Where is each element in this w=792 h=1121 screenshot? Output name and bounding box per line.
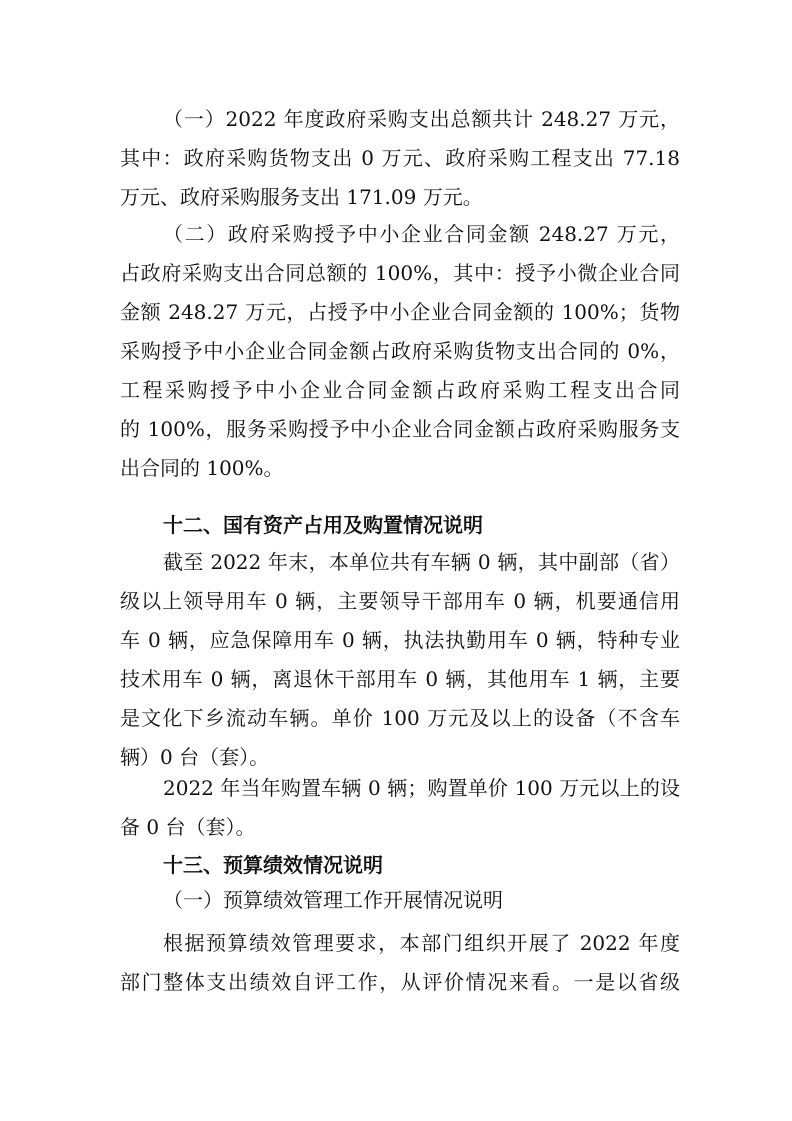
paragraph-line: 工程采购授予中小企业合同金额占政府采购工程支出合同 (120, 378, 680, 402)
paragraph-line: 级以上领导用车 0 辆，主要领导干部用车 0 辆，机要通信用 (120, 589, 680, 613)
paragraph-line: 辆）0 台（套）。 (120, 745, 270, 769)
paragraph-line: 车 0 辆，应急保障用车 0 辆，执法执勤用车 0 辆，特种专业 (120, 628, 680, 652)
paragraph-line: 截至 2022 年末，本单位共有车辆 0 辆，其中副部（省） (163, 550, 680, 574)
paragraph-line: （二）政府采购授予中小企业合同金额 248.27 万元， (163, 222, 680, 246)
paragraph-line: 占政府采购支出合同总额的 100%，其中：授予小微企业合同 (120, 261, 680, 285)
paragraph-line: 备 0 台（套）。 (120, 815, 256, 839)
paragraph-line: 采购授予中小企业合同金额占政府采购货物支出合同的 0%， (120, 339, 680, 363)
paragraph-line: 万元、政府采购服务支出 171.09 万元。 (120, 185, 483, 209)
paragraph-line: 出合同的 100%。 (120, 456, 284, 480)
section-heading: 十二、国有资产占用及购置情况说明 (163, 513, 483, 537)
paragraph-line: 是文化下乡流动车辆。单价 100 万元及以上的设备（不含车 (120, 706, 680, 730)
paragraph-line: 部门整体支出绩效自评工作，从评价情况来看。一是以省级 (120, 970, 680, 994)
paragraph-line: 根据预算绩效管理要求，本部门组织开展了 2022 年度 (163, 931, 680, 955)
paragraph-line: 2022 年当年购置车辆 0 辆；购置单价 100 万元以上的设 (163, 776, 680, 800)
paragraph-line: 的 100%，服务采购授予中小企业合同金额占政府采购服务支 (120, 417, 680, 441)
paragraph-line: 技术用车 0 辆，离退休干部用车 0 辆，其他用车 1 辆，主要 (120, 667, 680, 691)
paragraph-line: 金额 248.27 万元，占授予中小企业合同金额的 100%；货物 (120, 300, 680, 324)
paragraph-line: 其中：政府采购货物支出 0 万元、政府采购工程支出 77.18 (120, 146, 680, 170)
section-heading: 十三、预算绩效情况说明 (163, 853, 383, 877)
subsection-heading: （一）预算绩效管理工作开展情况说明 (163, 888, 503, 912)
paragraph-line: （一）2022 年度政府采购支出总额共计 248.27 万元， (163, 107, 680, 131)
